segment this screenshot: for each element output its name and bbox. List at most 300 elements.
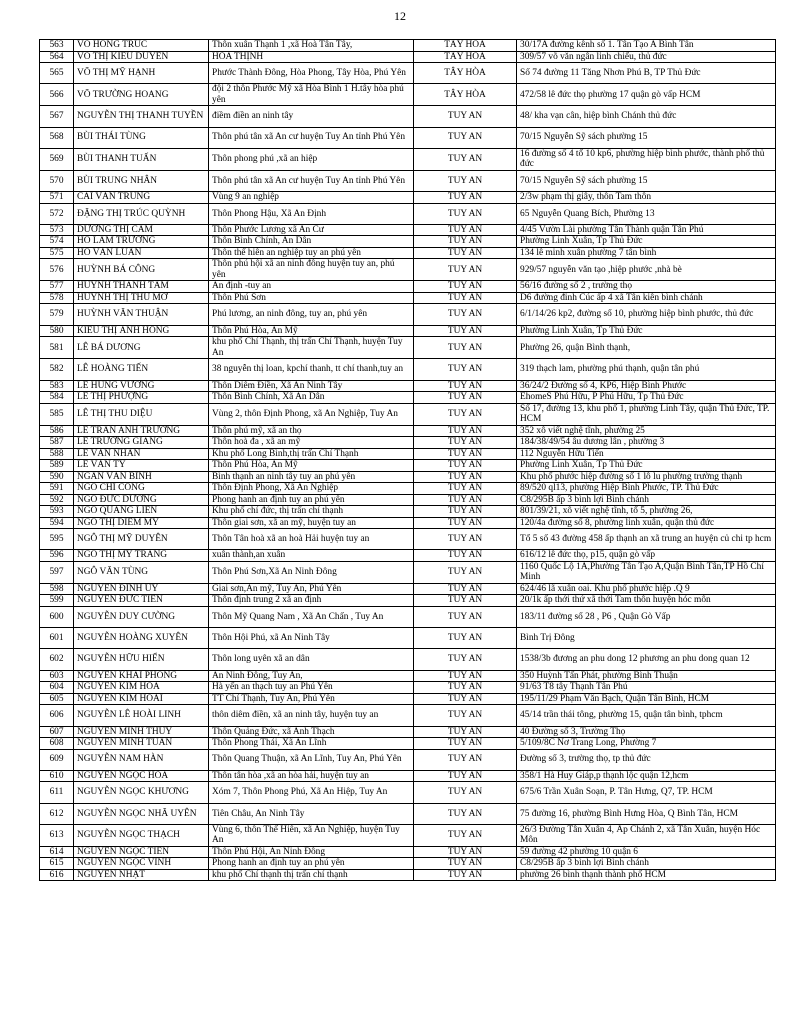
table-row <box>40 782 776 803</box>
student-name-cell: KIỀU THỊ ÁNH HỒNG <box>74 325 209 337</box>
row-number-cell: 615 <box>40 858 74 870</box>
student-name-cell: VÕ THỊ KIỀU DUYÊN <box>74 51 209 63</box>
student-name-cell: NGÔ THỊ DIỄM MY <box>74 517 209 529</box>
student-name-cell: LÊ THỊ PHƯỢNG <box>74 392 209 404</box>
district-cell: TUY AN <box>414 337 517 359</box>
district-cell: TUY AN <box>414 170 517 191</box>
student-name-cell: NGUYỄN NGỌC HÒA <box>74 770 209 782</box>
current-address-cell: Bình Trị Đông <box>517 628 776 649</box>
current-address-cell: 350 Huỳnh Tấn Phát, phường Bình Thuận <box>517 670 776 682</box>
hometown-cell: Thôn Phú Hòa, An Mỹ <box>209 460 414 472</box>
current-address-cell: 70/15 Nguyễn Sỹ sách phường 15 <box>517 170 776 191</box>
student-name-cell: LÊ VĂN NHÂN <box>74 448 209 460</box>
hometown-cell: Phú lương, an ninh đông, tuy an, phú yên <box>209 304 414 325</box>
table-row <box>40 670 776 682</box>
student-name-cell: LÊ TRẦN ANH TRƯỜNG <box>74 425 209 437</box>
table-row <box>40 192 776 204</box>
hometown-cell: Thôn Phú Hòa, An Mỹ <box>209 325 414 337</box>
table-row <box>40 170 776 191</box>
row-number-cell: 569 <box>40 148 74 170</box>
district-cell: TUY AN <box>414 649 517 670</box>
row-number-cell: 585 <box>40 403 74 425</box>
student-name-cell: NGÔ THỊ MỸ DUYÊN <box>74 529 209 550</box>
district-cell: TUY AN <box>414 858 517 870</box>
hometown-cell: Giai sơn,An mỹ, Tuy An, Phú Yên <box>209 583 414 595</box>
hometown-cell: Hà yến an thạch tuy an Phú Yên <box>209 682 414 694</box>
table-row <box>40 148 776 170</box>
hometown-cell: Thôn Phú Sơn,Xã An Ninh Đông <box>209 561 414 583</box>
district-cell: TUY AN <box>414 127 517 148</box>
row-number-cell: 612 <box>40 803 74 824</box>
hometown-cell: xuân thành,an xuân <box>209 550 414 562</box>
district-cell: TUY AN <box>414 494 517 506</box>
current-address-cell: 40 Đường số 3, Trường Thọ <box>517 726 776 738</box>
district-cell: TUY AN <box>414 595 517 607</box>
district-cell: TUY AN <box>414 192 517 204</box>
row-number-cell: 588 <box>40 448 74 460</box>
student-name-cell: LÊ HOÀNG TIẾN <box>74 359 209 380</box>
hometown-cell: Thôn Phước Lương xã An Cư <box>209 224 414 236</box>
current-address-cell: 195/11/29 Phạm Văn Bạch, Quận Tân Bình, HCM <box>517 693 776 705</box>
student-name-cell: NGÔ VĂN TÙNG <box>74 561 209 583</box>
row-number-cell: 567 <box>40 106 74 127</box>
district-cell: TUY AN <box>414 448 517 460</box>
district-cell: TUY AN <box>414 561 517 583</box>
table-row <box>40 403 776 425</box>
current-address-cell: 70/15 Nguyễn Sỹ sách phường 15 <box>517 127 776 148</box>
district-cell: TUY AN <box>414 869 517 881</box>
district-cell: TUY AN <box>414 392 517 404</box>
hometown-cell: khu phố Chí thạnh thị trấn chí thạnh <box>209 869 414 881</box>
row-number-cell: 613 <box>40 824 74 846</box>
table-row <box>40 858 776 870</box>
current-address-cell: 30/17A đường kênh số 1. Tân Tạo A Bình Tân <box>517 40 776 52</box>
district-cell: TUY AN <box>414 325 517 337</box>
row-number-cell: 603 <box>40 670 74 682</box>
row-number-cell: 572 <box>40 203 74 224</box>
student-name-cell: BÙI THANH TUẤN <box>74 148 209 170</box>
district-cell: TUY AN <box>414 236 517 248</box>
table-row <box>40 325 776 337</box>
row-number-cell: 583 <box>40 380 74 392</box>
row-number-cell: 616 <box>40 869 74 881</box>
table-row <box>40 869 776 881</box>
current-address-cell: C8/295B ấp 3 bình lợi Bình chánh <box>517 494 776 506</box>
row-number-cell: 580 <box>40 325 74 337</box>
current-address-cell: 65 Nguyễn Quang Bích, Phường 13 <box>517 203 776 224</box>
table-row <box>40 460 776 472</box>
student-name-cell: NGUYỄN THỊ THANH TUYỀN <box>74 106 209 127</box>
current-address-cell: 112 Nguyễn Hữu Tiến <box>517 448 776 460</box>
current-address-cell: Phường Linh Xuân, Tp Thủ Đức <box>517 460 776 472</box>
table-row <box>40 846 776 858</box>
hometown-cell: Khu phố chí đức, thị trấn chí thạnh <box>209 506 414 518</box>
current-address-cell: 75 đường 16, phường Bình Hưng Hòa, Q Bình Tân, HCM <box>517 803 776 824</box>
hometown-cell: Thôn định trung 2 xã an định <box>209 595 414 607</box>
table-row <box>40 236 776 248</box>
district-cell: TUY AN <box>414 281 517 293</box>
current-address-cell: 26/3 Đường Tân Xuân 4, Ấp Chánh 2, xã Tân Xuân, huyện Hóc Môn <box>517 824 776 846</box>
student-address-table <box>39 39 776 881</box>
district-cell: TUY AN <box>414 749 517 770</box>
current-address-cell: 36/24/2 Đường số 4, KP6, Hiệp Bình Phước <box>517 380 776 392</box>
district-cell: TUY AN <box>414 628 517 649</box>
student-name-cell: NGUYỄN HỮU HIỂN <box>74 649 209 670</box>
hometown-cell: Vùng 9 an nghiệp <box>209 192 414 204</box>
student-name-cell: BÙI THÁI TÙNG <box>74 127 209 148</box>
student-name-cell: NGUYỄN DUY CƯỜNG <box>74 606 209 627</box>
row-number-cell: 596 <box>40 550 74 562</box>
table-row <box>40 494 776 506</box>
current-address-cell: 929/57 nguyễn văn tạo ,hiệp phước ,nhà bè <box>517 259 776 281</box>
district-cell: TUY AN <box>414 460 517 472</box>
hometown-cell: Phong hanh an định tuy an phú yên <box>209 858 414 870</box>
student-name-cell: NGÔ THỊ MỸ TRANG <box>74 550 209 562</box>
student-name-cell: NGUYỄN LÊ HOÀI LINH <box>74 705 209 726</box>
current-address-cell: 184/38/49/54 âu dương lân , phường 3 <box>517 437 776 449</box>
table-row <box>40 127 776 148</box>
current-address-cell: 675/6 Trần Xuân Soạn, P. Tân Hưng, Q7, TP. HCM <box>517 782 776 803</box>
row-number-cell: 600 <box>40 606 74 627</box>
student-name-cell: NGUYỄN NHẬT <box>74 869 209 881</box>
hometown-cell: Thôn phú mỹ, xã an thọ <box>209 425 414 437</box>
table-row <box>40 63 776 84</box>
row-number-cell: 571 <box>40 192 74 204</box>
hometown-cell: Xóm 7, Thôn Phong Phú, Xã An Hiệp, Tuy An <box>209 782 414 803</box>
row-number-cell: 605 <box>40 693 74 705</box>
student-name-cell: NGUYỄN NGỌC NHÃ UYÊN <box>74 803 209 824</box>
hometown-cell: Thôn Phú Sơn <box>209 292 414 304</box>
row-number-cell: 577 <box>40 281 74 293</box>
student-name-cell: LÊ TRƯỜNG GIANG <box>74 437 209 449</box>
row-number-cell: 579 <box>40 304 74 325</box>
student-name-cell: NGÔ QUANG LIÊN <box>74 506 209 518</box>
district-cell: TUY AN <box>414 224 517 236</box>
table-row <box>40 506 776 518</box>
district-cell: TUY AN <box>414 247 517 259</box>
row-number-cell: 576 <box>40 259 74 281</box>
student-name-cell: NGUYỄN ĐÌNH UÝ <box>74 583 209 595</box>
district-cell: TUY AN <box>414 770 517 782</box>
table-row <box>40 738 776 750</box>
district-cell: TUY AN <box>414 606 517 627</box>
row-number-cell: 614 <box>40 846 74 858</box>
district-cell: TUY AN <box>414 148 517 170</box>
district-cell: TUY AN <box>414 506 517 518</box>
row-number-cell: 586 <box>40 425 74 437</box>
row-number-cell: 594 <box>40 517 74 529</box>
row-number-cell: 570 <box>40 170 74 191</box>
current-address-cell: 20/1k ấp thới thứ xã thới Tam thôn huyện hóc môn <box>517 595 776 607</box>
table-row <box>40 448 776 460</box>
table-row <box>40 583 776 595</box>
student-name-cell: NGUYỄN KIM HÒA <box>74 682 209 694</box>
district-cell: TUY AN <box>414 304 517 325</box>
current-address-cell: Số 17, đường 13, khu phố 1, phường Linh Tây, quận Thủ Đức, TP. HCM <box>517 403 776 425</box>
hometown-cell: Thôn Hội Phú, xã An Ninh Tây <box>209 628 414 649</box>
table-row <box>40 705 776 726</box>
student-name-cell: NGUYỄN NGỌC KHƯƠNG <box>74 782 209 803</box>
current-address-cell: 801/39/21, xô viết nghệ tĩnh, tổ 5, phường 26, <box>517 506 776 518</box>
row-number-cell: 606 <box>40 705 74 726</box>
student-name-cell: VÕ HỒNG TRÚC <box>74 40 209 52</box>
district-cell: TUY AN <box>414 693 517 705</box>
row-number-cell: 589 <box>40 460 74 472</box>
current-address-cell: 624/46 lã xuân oai. Khu phố phước hiệp .Q 9 <box>517 583 776 595</box>
row-number-cell: 568 <box>40 127 74 148</box>
current-address-cell: 472/58 lê đức thọ phường 17 quận gò vấp HCM <box>517 84 776 106</box>
row-number-cell: 584 <box>40 392 74 404</box>
hometown-cell: Thôn Bình Chính, Xã An Dân <box>209 392 414 404</box>
row-number-cell: 595 <box>40 529 74 550</box>
current-address-cell: 48/ kha vạn cân, hiệp bình Chánh thủ đức <box>517 106 776 127</box>
student-name-cell: NGÔ ĐỨC DƯƠNG <box>74 494 209 506</box>
table-row <box>40 224 776 236</box>
table-row <box>40 380 776 392</box>
district-cell: TÂY HÒA <box>414 84 517 106</box>
student-name-cell: NGUYỄN NGỌC TIẾN <box>74 846 209 858</box>
row-number-cell: 597 <box>40 561 74 583</box>
district-cell: TUY AN <box>414 403 517 425</box>
row-number-cell: 611 <box>40 782 74 803</box>
student-name-cell: NGUYỄN NGỌC THẠCH <box>74 824 209 846</box>
hometown-cell: khu phố Chí Thạnh, thị trấn Chí Thạnh, huyện Tuy An <box>209 337 414 359</box>
table-row <box>40 529 776 550</box>
current-address-cell: 91/63 T8 tây Thạnh Tân Phú <box>517 682 776 694</box>
student-name-cell: HỒ LÂM TRƯỜNG <box>74 236 209 248</box>
student-name-cell: NGUYỄN ĐỨC TIẾN <box>74 595 209 607</box>
hometown-cell: Thôn Định Phong, Xã An Nghiệp <box>209 483 414 495</box>
row-number-cell: 602 <box>40 649 74 670</box>
row-number-cell: 581 <box>40 337 74 359</box>
table-row <box>40 770 776 782</box>
hometown-cell: Thôn hoà đa , xã an mỹ <box>209 437 414 449</box>
district-cell: TUY AN <box>414 670 517 682</box>
district-cell: TUY AN <box>414 471 517 483</box>
row-number-cell: 599 <box>40 595 74 607</box>
table-row <box>40 51 776 63</box>
table-row <box>40 749 776 770</box>
current-address-cell: 4/45 Vườn Lài phường Tân Thành quận Tân Phú <box>517 224 776 236</box>
district-cell: TUY AN <box>414 203 517 224</box>
student-name-cell: NGÔ CHÍ CÔNG <box>74 483 209 495</box>
current-address-cell: 2/3w phạm thị giây, thôn Tam thôn <box>517 192 776 204</box>
district-cell: TUY AN <box>414 726 517 738</box>
student-name-cell: NGUYỄN KHẢI PHONG <box>74 670 209 682</box>
district-cell: TUY AN <box>414 437 517 449</box>
current-address-cell: Phường Linh Xuân, Tp Thủ Đức <box>517 236 776 248</box>
student-name-cell: LÊ THỊ THU DIỆU <box>74 403 209 425</box>
student-name-cell: HUỲNH VĂN THUẬN <box>74 304 209 325</box>
table-row <box>40 595 776 607</box>
row-number-cell: 604 <box>40 682 74 694</box>
current-address-cell: 1160 Quốc Lộ 1A,Phường Tân Tạo A,Quận Bình Tân,TP Hồ Chí Minh <box>517 561 776 583</box>
student-name-cell: NGÂN VĂN BÌNH <box>74 471 209 483</box>
row-number-cell: 598 <box>40 583 74 595</box>
student-name-cell: HUỲNH BÁ CÔNG <box>74 259 209 281</box>
current-address-cell: 89/520 ql13, phường Hiệp Bình Phước, TP. Thủ Đức <box>517 483 776 495</box>
row-number-cell: 590 <box>40 471 74 483</box>
hometown-cell: Thôn Phong Thái, Xã An Lĩnh <box>209 738 414 750</box>
table-row <box>40 483 776 495</box>
district-cell: TUY AN <box>414 824 517 846</box>
table-row <box>40 425 776 437</box>
hometown-cell: Thôn Diêm Điền, Xã An Ninh Tây <box>209 380 414 392</box>
hometown-cell: Thôn long uyên xã an dân <box>209 649 414 670</box>
student-name-cell: VÕ TRƯỜNG HOANG <box>74 84 209 106</box>
row-number-cell: 593 <box>40 506 74 518</box>
table-body <box>40 40 776 881</box>
district-cell: TUY AN <box>414 682 517 694</box>
current-address-cell: 358/1 Hà Huy Giáp,p thạnh lộc quận 12,hcm <box>517 770 776 782</box>
hometown-cell: đội 2 thôn Phước Mỹ xã Hòa Bình 1 H.tây hòa phú yên <box>209 84 414 106</box>
current-address-cell: 5/109/8C Nơ Trang Long, Phường 7 <box>517 738 776 750</box>
district-cell: TÂY HÒA <box>414 51 517 63</box>
row-number-cell: 575 <box>40 247 74 259</box>
row-number-cell: 601 <box>40 628 74 649</box>
current-address-cell: EhomeS Phú Hữu, P Phú Hữu, Tp Thủ Đức <box>517 392 776 404</box>
hometown-cell: HÒA THỊNH <box>209 51 414 63</box>
district-cell: TUY AN <box>414 259 517 281</box>
current-address-cell: Khu phố phước hiệp đường số 1 lô lu phường trường thạnh <box>517 471 776 483</box>
student-name-cell: VÕ THỊ MỸ HẠNH <box>74 63 209 84</box>
district-cell: TUY AN <box>414 803 517 824</box>
row-number-cell: 608 <box>40 738 74 750</box>
row-number-cell: 582 <box>40 359 74 380</box>
table-row <box>40 281 776 293</box>
district-cell: TÂY HÒA <box>414 40 517 52</box>
table-row <box>40 203 776 224</box>
hometown-cell: Thôn Quảng Đức, xã Anh Thạch <box>209 726 414 738</box>
current-address-cell: Đường số 3, trường thọ, tp thủ đức <box>517 749 776 770</box>
district-cell: TUY AN <box>414 529 517 550</box>
student-name-cell: CAI VĂN TRUNG <box>74 192 209 204</box>
table-row <box>40 292 776 304</box>
district-cell: TUY AN <box>414 292 517 304</box>
current-address-cell: 56/16 đường số 2 , trường thọ <box>517 281 776 293</box>
hometown-cell: Thôn phong phú ,xã an hiệp <box>209 148 414 170</box>
row-number-cell: 563 <box>40 40 74 52</box>
table-row <box>40 106 776 127</box>
current-address-cell: 120/4a đường số 8, phường linh xuân, quận thủ đức <box>517 517 776 529</box>
table-row <box>40 803 776 824</box>
student-name-cell: ĐẶNG THỊ TRÚC QUỲNH <box>74 203 209 224</box>
district-cell: TUY AN <box>414 550 517 562</box>
current-address-cell: Phường 26, quận Bình thạnh, <box>517 337 776 359</box>
hometown-cell: Vùng 6, thôn Thế Hiên, xã An Nghiệp, huyện Tuy An <box>209 824 414 846</box>
current-address-cell: 352 xô viết nghệ tĩnh, phường 25 <box>517 425 776 437</box>
table-row <box>40 561 776 583</box>
current-address-cell: 134 lê minh xuân phường 7 tân bình <box>517 247 776 259</box>
current-address-cell: 16 đường số 4 tổ 10 kp6, phường hiệp bình phước, thành phố thủ đức <box>517 148 776 170</box>
table-row <box>40 392 776 404</box>
hometown-cell: Thôn xuân Thạnh 1 ,xã Hoà Tân Tây, <box>209 40 414 52</box>
district-cell: TÂY HÒA <box>414 63 517 84</box>
table-row <box>40 649 776 670</box>
student-name-cell: LÊ VĂN TỶ <box>74 460 209 472</box>
row-number-cell: 573 <box>40 224 74 236</box>
hometown-cell: An Ninh Đông, Tuy An, <box>209 670 414 682</box>
hometown-cell: Thôn phú hội xã an ninh đông huyện tuy an, phú yên <box>209 259 414 281</box>
row-number-cell: 591 <box>40 483 74 495</box>
row-number-cell: 609 <box>40 749 74 770</box>
current-address-cell: 59 đường 42 phường 10 quận 6 <box>517 846 776 858</box>
row-number-cell: 587 <box>40 437 74 449</box>
row-number-cell: 566 <box>40 84 74 106</box>
table-row <box>40 682 776 694</box>
hometown-cell: Thôn thế hiên an nghiệp tuy an phú yên <box>209 247 414 259</box>
hometown-cell: thôn diêm điền, xã an ninh tây, huyện tuy an <box>209 705 414 726</box>
hometown-cell: Thôn phú tân xã An cư huyện Tuy An tỉnh Phú Yên <box>209 127 414 148</box>
student-name-cell: NGUYỄN NAM HÀN <box>74 749 209 770</box>
current-address-cell: 319 thạch lam, phường phú thạnh, quận tân phú <box>517 359 776 380</box>
student-name-cell: HUỲNH THANH TÂM <box>74 281 209 293</box>
district-cell: TUY AN <box>414 380 517 392</box>
table-row <box>40 550 776 562</box>
hometown-cell: Thôn giai sơn, xã an mỹ, huyện tuy an <box>209 517 414 529</box>
district-cell: TUY AN <box>414 583 517 595</box>
hometown-cell: Phước Thành Đông, Hòa Phong, Tây Hòa, Phú Yên <box>209 63 414 84</box>
current-address-cell: 616/12 lê đức thọ, p15, quận gò vấp <box>517 550 776 562</box>
table-row <box>40 40 776 52</box>
hometown-cell: Khu phố Long Bình,thị trấn Chí Thạnh <box>209 448 414 460</box>
table-row <box>40 259 776 281</box>
student-name-cell: DƯƠNG THỊ CẨM <box>74 224 209 236</box>
current-address-cell: phường 26 bình thạnh thành phố HCM <box>517 869 776 881</box>
current-address-cell: Phường Linh Xuân, Tp Thủ Đức <box>517 325 776 337</box>
table-row <box>40 84 776 106</box>
student-name-cell: NGUYỄN MINH THUY <box>74 726 209 738</box>
row-number-cell: 564 <box>40 51 74 63</box>
table-row <box>40 726 776 738</box>
row-number-cell: 610 <box>40 770 74 782</box>
table-row <box>40 628 776 649</box>
student-name-cell: LÊ HÙNG VƯƠNG <box>74 380 209 392</box>
district-cell: TUY AN <box>414 846 517 858</box>
district-cell: TUY AN <box>414 782 517 803</box>
district-cell: TUY AN <box>414 106 517 127</box>
current-address-cell: 45/14 trần thái tông, phường 15, quận tân bình, tphcm <box>517 705 776 726</box>
student-name-cell: HỒ VĂN LUÂN <box>74 247 209 259</box>
table-row <box>40 359 776 380</box>
student-name-cell: HUỲNH THỊ THU MƠ <box>74 292 209 304</box>
district-cell: TUY AN <box>414 705 517 726</box>
hometown-cell: Phong hanh an định tuy an phú yên <box>209 494 414 506</box>
table-row <box>40 517 776 529</box>
table-row <box>40 471 776 483</box>
row-number-cell: 565 <box>40 63 74 84</box>
table-row <box>40 693 776 705</box>
row-number-cell: 592 <box>40 494 74 506</box>
hometown-cell: Thôn Tân hoà xã an hoà Hải huyện tuy an <box>209 529 414 550</box>
student-name-cell: NGUYỄN HOÀNG XUYÊN <box>74 628 209 649</box>
student-name-cell: NGUYỄN MINH TUẤN <box>74 738 209 750</box>
current-address-cell: 183/11 đường số 28 , P6 , Quận Gò Vấp <box>517 606 776 627</box>
table-row <box>40 247 776 259</box>
district-cell: TUY AN <box>414 425 517 437</box>
student-name-cell: BÙI TRUNG NHÂN <box>74 170 209 191</box>
hometown-cell: Tiên Châu, An Ninh Tây <box>209 803 414 824</box>
row-number-cell: 574 <box>40 236 74 248</box>
table-row <box>40 824 776 846</box>
table-row <box>40 606 776 627</box>
district-cell: TUY AN <box>414 738 517 750</box>
row-number-cell: 578 <box>40 292 74 304</box>
row-number-cell: 607 <box>40 726 74 738</box>
current-address-cell: Tổ 5 số 43 đường 458 ấp thạnh an xã trung an huyện củ chi tp hcm <box>517 529 776 550</box>
student-name-cell: NGUYỄN KIM HOÀI <box>74 693 209 705</box>
district-cell: TUY AN <box>414 517 517 529</box>
